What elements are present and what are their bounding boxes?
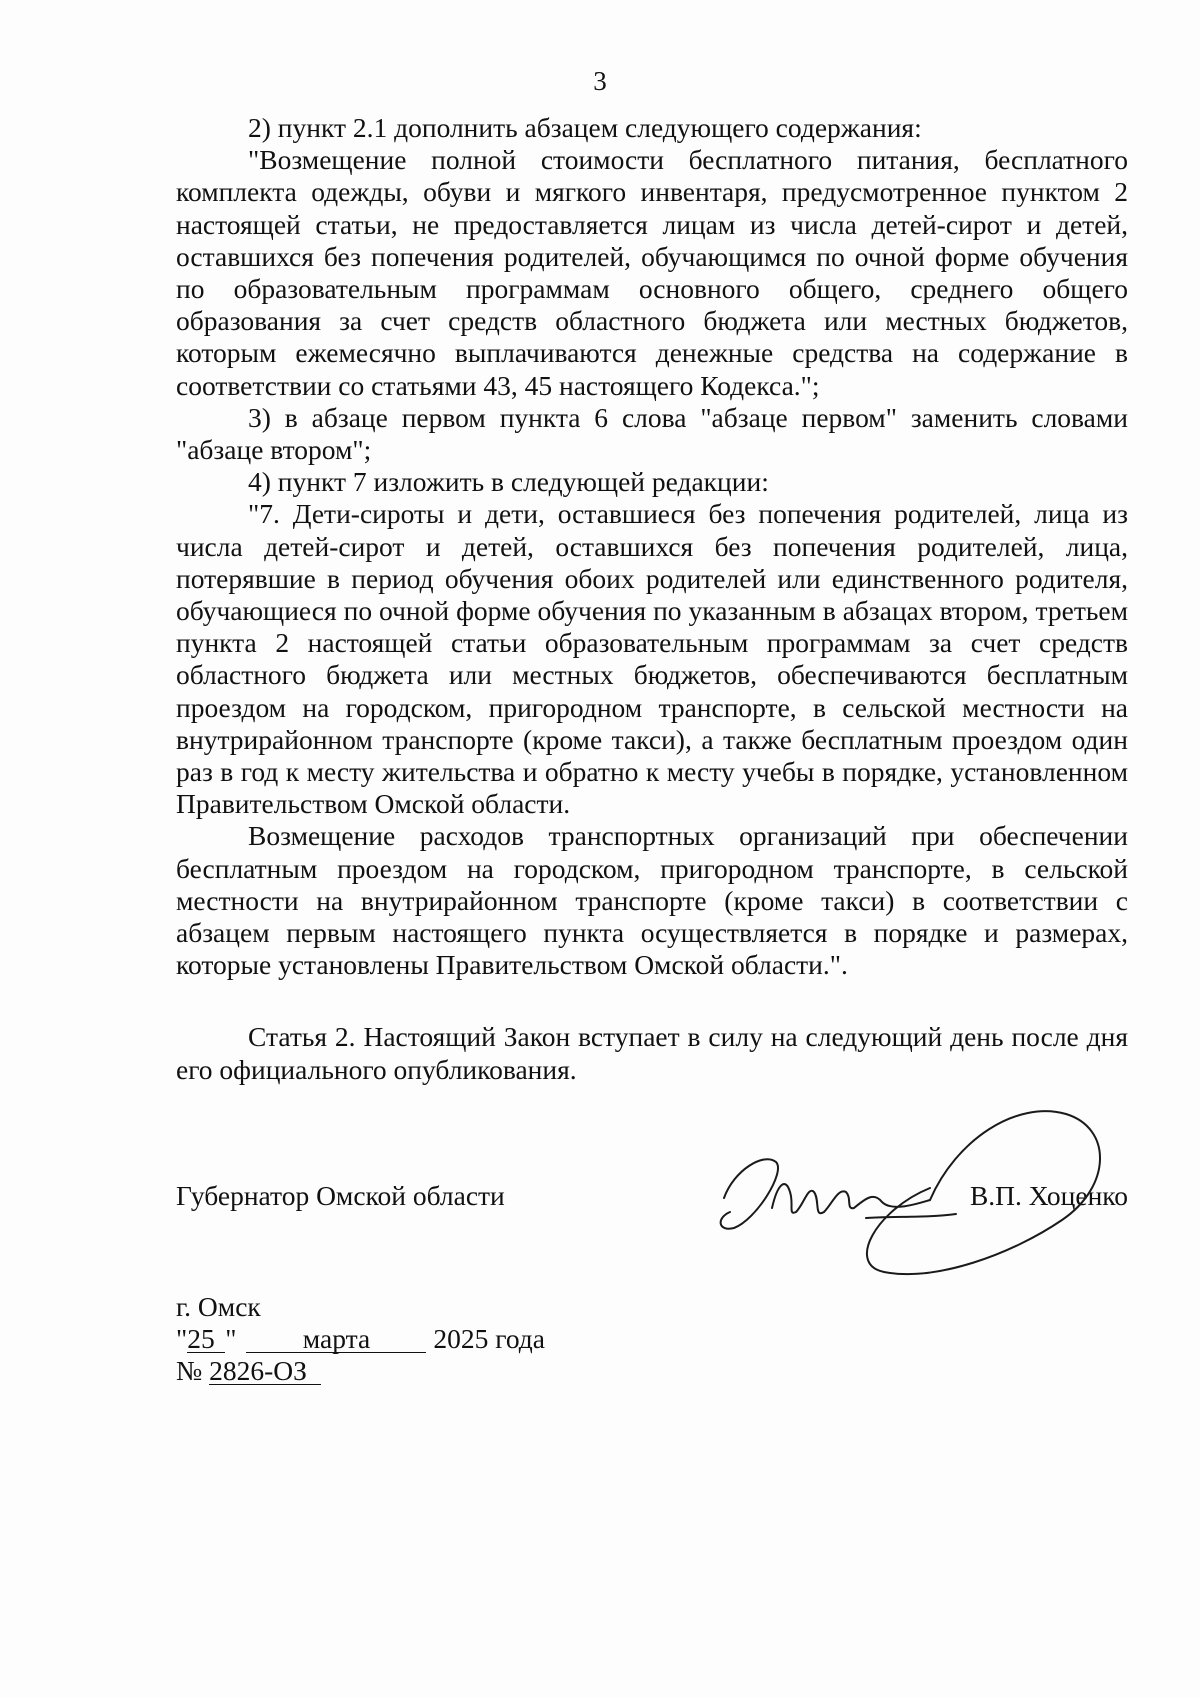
paragraph-reimbursement: Возмещение расходов транспортных организаций при обеспечении бесплатным проездом на городском, пригородном транспорте, в сельской местности на внутрирайонном транспорте (кроме такси) в соответствии с абзацем первым настоящего пункта осуществляется в порядке и размерах, которые установлены Правительством Омской области.". bbox=[176, 820, 1128, 981]
law-number: 2826-ОЗ bbox=[209, 1358, 321, 1385]
date-quote-close: " bbox=[225, 1323, 237, 1354]
document-body bbox=[176, 112, 1128, 1086]
paragraph-item-2-quote: "Возмещение полной стоимости бесплатного питания, бесплатного комплекта одежды, обуви и мягкого инвентаря, предусмотренное пунктом 2 настоящей статьи, не предоставляется лицам из числа детей-сирот и детей, оставшихся без попечения родителей, обучающимся по очной форме обучения по образовательным программам основного общего, среднего общего образования за счет средств областного бюджета или местных бюджетов, которым ежемесячно выплачиваются денежные средства на содержание в соответствии со статьями 43, 45 настоящего Кодекса."; bbox=[176, 144, 1128, 401]
governor-title: Губернатор Омской области bbox=[176, 1180, 505, 1211]
handwritten-signature bbox=[716, 1100, 1106, 1300]
law-number-prefix: № bbox=[176, 1355, 203, 1386]
footer-block bbox=[176, 1291, 545, 1387]
signature-stroke-main bbox=[721, 1159, 778, 1228]
date-year: 2025 года bbox=[433, 1323, 545, 1354]
city-line bbox=[176, 1291, 545, 1323]
paragraph-item-3: 3) в абзаце первом пункта 6 слова "абзаце первом" заменить словами "абзаце втором"; bbox=[176, 401, 1128, 466]
law-number-line bbox=[176, 1355, 545, 1387]
paragraph-item-4-quote: "7. Дети-сироты и дети, оставшиеся без попечения родителей, лица из числа детей-сирот и детей, оставшихся без попечения родителей, лица, потерявшие в период обучения обоих родителей или единственного родителя, обучающиеся по очной форме обучения по указанным в абзацах втором, третьем пункта 2 настоящей статьи образовательным программам за счет средств областного бюджета или местных бюджетов, обеспечиваются бесплатным проездом на городском, пригородном транспорте, в сельской местности на внутрирайонном транспорте (кроме такси), а также бесплатным проездом один раз в год к месту жительства и обратно к месту учебы в порядке, установленном Правительством Омской области. bbox=[176, 498, 1128, 820]
page-number: 3 bbox=[593, 66, 607, 96]
date-day: 25 bbox=[187, 1326, 225, 1353]
signature-stroke-tail bbox=[866, 1214, 956, 1218]
signature-stroke-letters bbox=[772, 1184, 930, 1213]
article-2: Статья 2. Настоящий Закон вступает в силу на следующий день после дня его официального опубликования. bbox=[176, 1021, 1128, 1085]
paragraph-item-2: 2) пункт 2.1 дополнить абзацем следующего содержания: bbox=[248, 112, 922, 143]
date-quote-open: " bbox=[176, 1323, 188, 1354]
city: г. Омск bbox=[176, 1291, 261, 1322]
date-line bbox=[176, 1323, 545, 1355]
signature-stroke-loop bbox=[867, 1111, 1100, 1274]
paragraph-item-4: 4) пункт 7 изложить в следующей редакции: bbox=[248, 466, 769, 498]
governor-name: В.П. Хоценко bbox=[969, 1180, 1128, 1211]
date-month: марта bbox=[246, 1326, 426, 1353]
